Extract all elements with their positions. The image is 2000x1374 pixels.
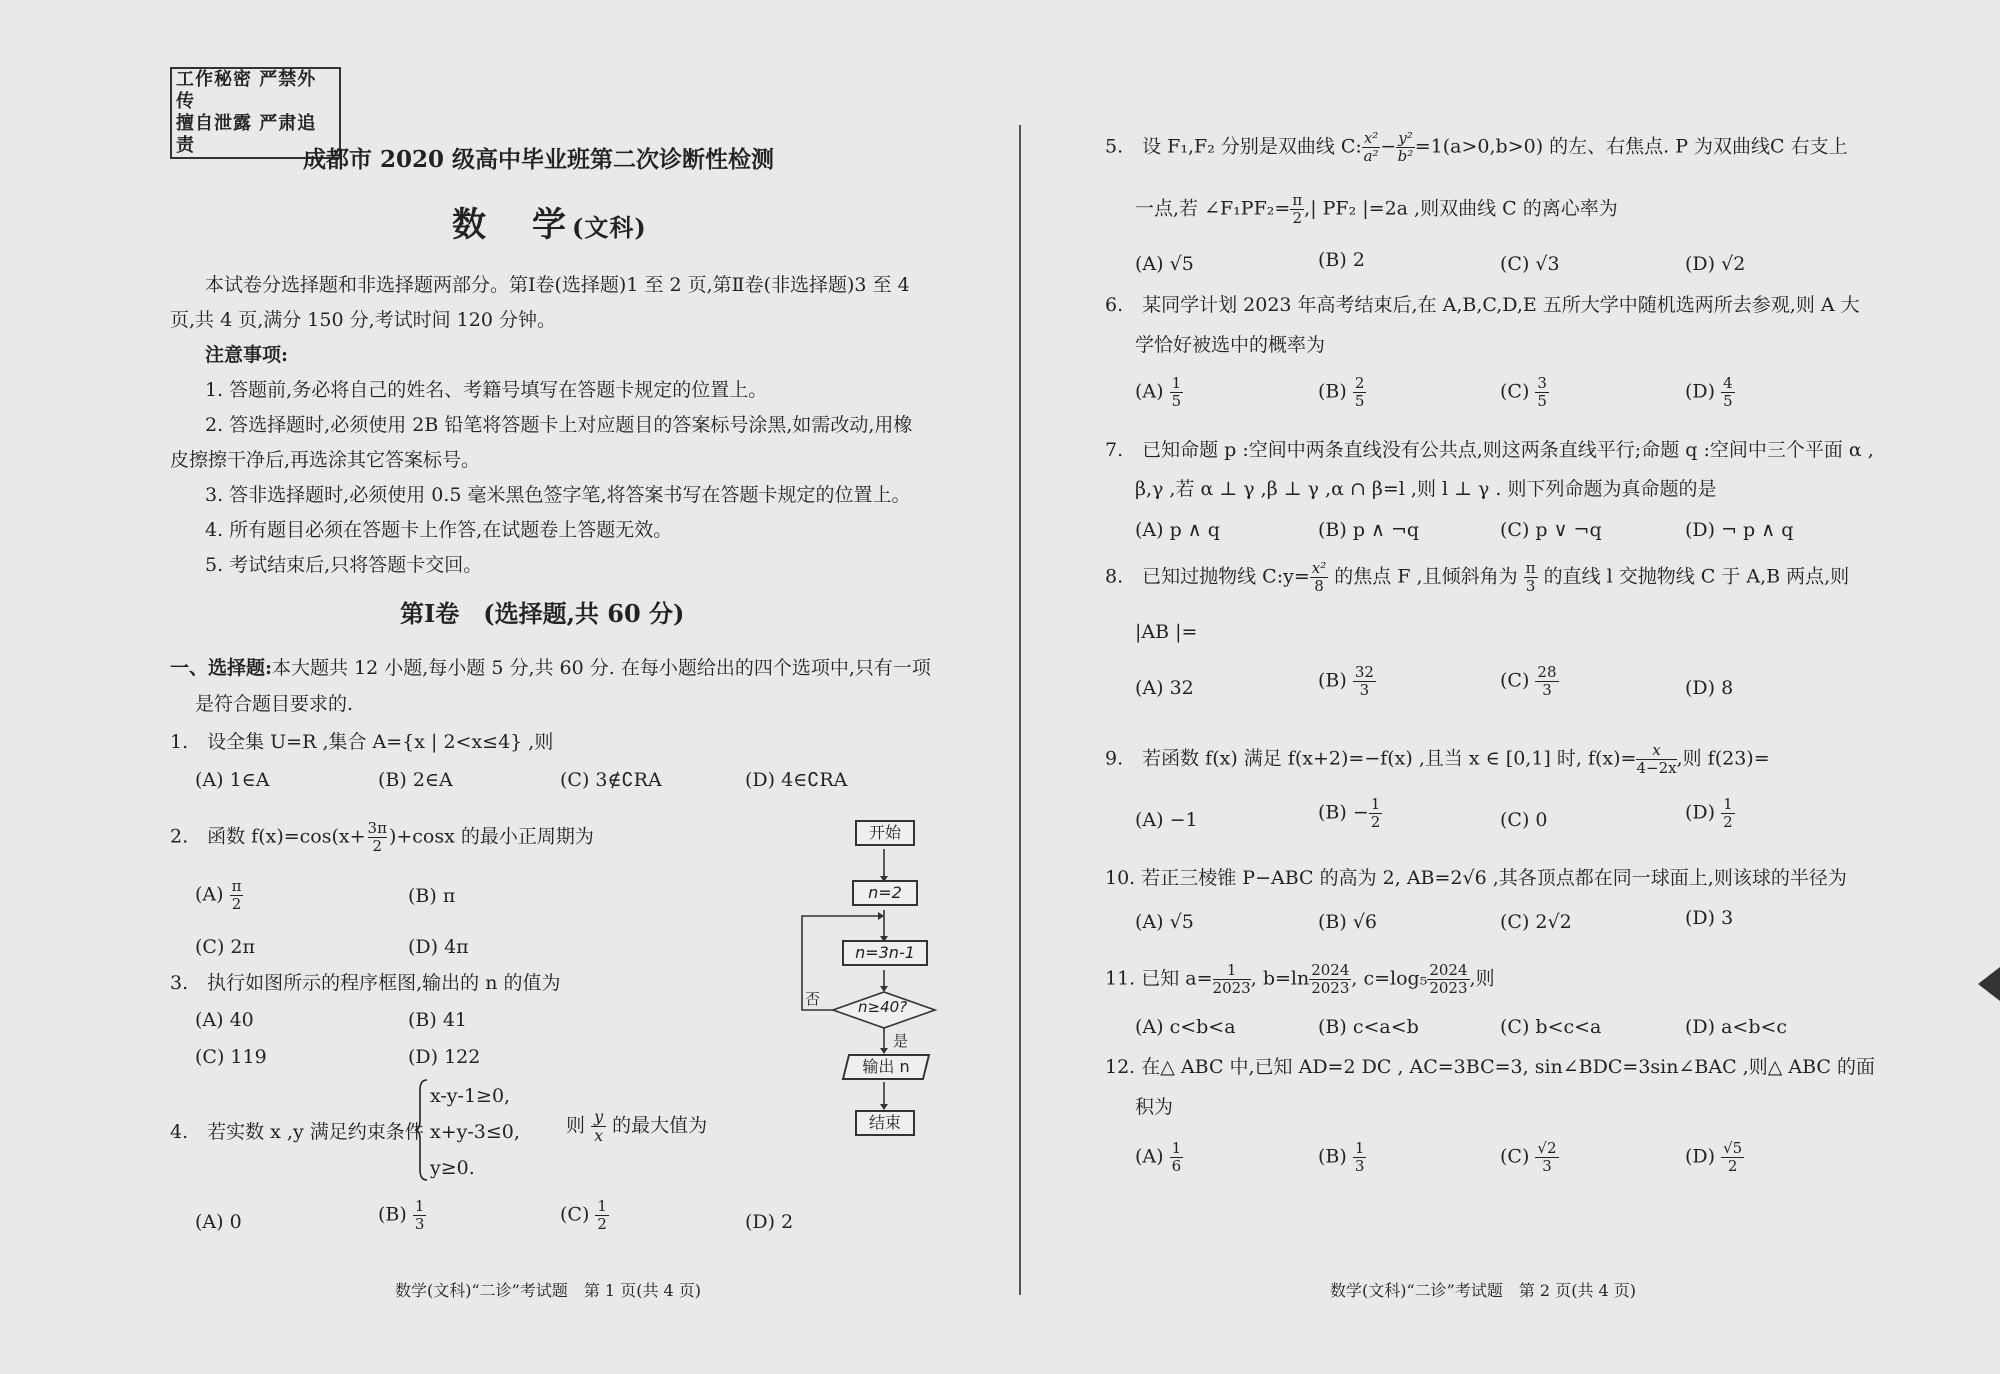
flowchart-update: n=3n-1 xyxy=(842,940,928,966)
q8-option-a: (A) 32 xyxy=(1135,677,1194,699)
q11-option-c: (C) b<c<a xyxy=(1500,1016,1602,1038)
q12-d-label: (D) xyxy=(1685,1145,1716,1168)
q1-option-b: (B) 2∈A xyxy=(378,769,453,791)
q8-c-fraction xyxy=(1535,664,1558,699)
q12-c-fraction xyxy=(1535,1140,1558,1175)
q11-a-den: 2023 xyxy=(1212,979,1251,997)
q5-line2-a: 一点,若 ∠F₁PF₂= xyxy=(1135,197,1291,220)
q9-d-den: 2 xyxy=(1723,813,1733,831)
q8-option-b xyxy=(1318,664,1376,699)
q8-x2: x² xyxy=(1311,559,1327,577)
q8-stem-c: 的直线 l 交抛物线 C 于 A,B 两点,则 xyxy=(1543,565,1850,588)
q8-option-c xyxy=(1500,664,1559,699)
flowchart-output-text: 输出 n xyxy=(862,1057,910,1076)
q12-b-fraction xyxy=(1353,1140,1367,1175)
q5-pi: π xyxy=(1292,191,1303,209)
q9-stem xyxy=(1105,742,1770,777)
q5-stem-line-2 xyxy=(1135,192,1618,227)
q4-option-c xyxy=(560,1198,609,1233)
q9-option-d xyxy=(1685,796,1735,831)
q6-a-num: 1 xyxy=(1171,374,1182,392)
q6-option-b xyxy=(1318,375,1366,410)
q2-a-fraction xyxy=(230,878,244,913)
q6-b-den: 5 xyxy=(1354,392,1365,410)
q9-option-a: (A) −1 xyxy=(1135,809,1198,831)
intro-line-1: 本试卷分选择题和非选择题两部分。第Ⅰ卷(选择题)1 至 2 页,第Ⅱ卷(非选择题)3 至 4 xyxy=(205,274,910,296)
q2-option-d: (D) 4π xyxy=(408,936,469,958)
q2-option-b: (B) π xyxy=(408,885,456,907)
q1-stem: 1. 设全集 U=R ,集合 A={x | 2<x≤4} ,则 xyxy=(170,731,554,753)
flowchart-output xyxy=(842,1054,930,1080)
q12-a-fraction xyxy=(1170,1140,1184,1175)
q10-option-b: (B) √6 xyxy=(1318,911,1378,933)
q4-frac-den: x xyxy=(594,1126,604,1145)
q11-option-b: (B) c<a<b xyxy=(1318,1016,1419,1038)
note-5: 5. 考试结束后,只将答题卡交回。 xyxy=(205,554,483,576)
q8-frac-x xyxy=(1310,560,1328,595)
q6-d-den: 5 xyxy=(1723,392,1733,410)
q9-option-b xyxy=(1318,796,1382,831)
q3-option-b: (B) 41 xyxy=(408,1009,468,1031)
q9-b-den: 2 xyxy=(1370,813,1381,831)
q11-a-num: 1 xyxy=(1213,962,1251,980)
note-1: 1. 答题前,务必将自己的姓名、考籍号填写在答题卡规定的位置上。 xyxy=(205,379,768,401)
q10-stem: 10. 若正三棱锥 P−ABC 的高为 2, AB=2√6 ,其各顶点都在同一球面上,则该球的半径为 xyxy=(1105,867,1847,889)
stamp-line-1: 工作秘密 严禁外传 xyxy=(176,69,317,112)
q5-stem-line-1 xyxy=(1105,130,1848,165)
q4-stem-then: 则 xyxy=(566,1114,586,1137)
q2-a-num: π xyxy=(231,877,242,895)
q7-option-c: (C) p ∨ ¬q xyxy=(1500,519,1602,541)
q7-stem-line-2: β,γ ,若 α ⊥ γ ,β ⊥ γ ,α ∩ β=l ,则 l ⊥ γ . 则下列命题为真命题的是 xyxy=(1135,478,1717,500)
notes-title: 注意事项: xyxy=(205,344,289,366)
q12-option-c xyxy=(1500,1140,1559,1175)
q7-stem-line-1: 7. 已知命题 p :空间中两条直线没有公共点,则这两条直线平行;命题 q :空间中三个平面 α , xyxy=(1105,439,1874,461)
q6-a-label: (A) xyxy=(1135,380,1164,403)
q5-frac-x xyxy=(1362,130,1380,165)
q12-c-label: (C) xyxy=(1500,1145,1530,1168)
q9-option-c: (C) 0 xyxy=(1500,809,1548,831)
q4-stem-a: 4. 若实数 x ,y 满足约束条件 xyxy=(170,1121,424,1143)
q9-stem-b: ,则 f(23)= xyxy=(1676,747,1770,770)
q4-c-num: 1 xyxy=(597,1197,607,1215)
note-4: 4. 所有题目必须在答题卡上作答,在试题卷上答题无效。 xyxy=(205,519,673,541)
q12-stem-line-1: 12. 在△ ABC 中,已知 AD=2 DC , AC=3BC=3, sin∠BDC=3sin∠BAC ,则△ ABC 的面 xyxy=(1105,1056,1875,1078)
q9-stem-a: 9. 若函数 f(x) 满足 f(x+2)=−f(x) ,且当 x ∈ [0,1] 时, f(x)= xyxy=(1105,747,1637,770)
q8-three: 3 xyxy=(1525,577,1536,595)
q12-d-den: 2 xyxy=(1727,1157,1738,1175)
q6-d-fraction xyxy=(1721,375,1735,410)
flowchart-start: 开始 xyxy=(855,820,915,846)
q6-d-label: (D) xyxy=(1685,380,1716,403)
q5-x2: x² xyxy=(1363,129,1379,147)
q11-c-num: 2024 xyxy=(1429,961,1468,979)
q5-minus: − xyxy=(1380,135,1397,158)
q9-d-label: (D) xyxy=(1685,801,1716,824)
footer-page-1: 数学(文科)“二诊”考试题 第 1 页(共 4 页) xyxy=(395,1281,702,1300)
q11-stem-a: 11. 已知 a= xyxy=(1105,967,1213,990)
stamp-line-2: 擅自泄露 严肃追责 xyxy=(176,113,317,156)
instruction-line-1: 本大题共 12 小题,每小题 5 分,共 60 分. 在每小题给出的四个选项中,只有一项 xyxy=(272,657,931,679)
note-3: 3. 答非选择题时,必须使用 0.5 毫米黑色签字笔,将答案书写在答题卡规定的位置上。 xyxy=(205,484,911,506)
q6-b-fraction xyxy=(1353,375,1367,410)
q9-b-fraction xyxy=(1369,796,1383,831)
q8-pi: π xyxy=(1525,559,1536,577)
section-title: 第Ⅰ卷 (选择题,共 60 分) xyxy=(400,599,685,628)
q8-stem-b: 的焦点 F ,且倾斜角为 xyxy=(1334,565,1518,588)
intro-line-2: 页,共 4 页,满分 150 分,考试时间 120 分钟。 xyxy=(170,309,556,331)
q8-b-fraction xyxy=(1353,664,1376,699)
q4-option-a: (A) 0 xyxy=(195,1211,242,1233)
q4-brace xyxy=(413,1078,429,1182)
q4-b-label: (B) xyxy=(378,1203,407,1226)
q8-frac-pi xyxy=(1524,560,1538,595)
q5-option-c: (C) √3 xyxy=(1500,253,1560,275)
q4-stem-b xyxy=(566,1108,707,1145)
note-2a: 2. 答选择题时,必须使用 2B 铅笔将答题卡上对应题目的答案标号涂黑,如需改动,用橡 xyxy=(205,414,913,436)
flowchart-connectors xyxy=(780,810,940,1150)
exam-title: 成都市 2020 级高中毕业班第二次诊断性检测 xyxy=(303,146,775,173)
q11-stem-d: ,则 xyxy=(1469,967,1495,990)
q2-option-c: (C) 2π xyxy=(195,936,255,958)
q8-eight: 8 xyxy=(1314,577,1324,595)
q12-b-num: 1 xyxy=(1354,1139,1365,1157)
q2-stem-a: 2. 函数 f(x)=cos(x+ xyxy=(170,825,366,848)
q6-a-den: 5 xyxy=(1171,392,1182,410)
q6-c-num: 3 xyxy=(1537,374,1547,392)
q2-stem xyxy=(170,820,594,855)
q5-option-d: (D) √2 xyxy=(1685,253,1746,275)
q12-a-num: 1 xyxy=(1171,1139,1182,1157)
flowchart-end: 结束 xyxy=(855,1110,915,1136)
q8-option-d: (D) 8 xyxy=(1685,677,1734,699)
q2-stem-b: )+cosx 的最小正周期为 xyxy=(388,825,594,848)
q4-c-label: (C) xyxy=(560,1203,590,1226)
footer-page-2: 数学(文科)“二诊”考试题 第 2 页(共 4 页) xyxy=(1330,1281,1637,1300)
q4-frac-num: y xyxy=(591,1108,606,1127)
instruction-line-2: 是符合题目要求的. xyxy=(195,693,354,715)
q9-fraction xyxy=(1636,742,1676,777)
q6-b-num: 2 xyxy=(1354,374,1365,392)
note-2b: 皮擦擦干净后,再选涂其它答案标号。 xyxy=(170,449,481,471)
q1-option-c: (C) 3∉∁RA xyxy=(560,769,662,791)
q8-c-num: 28 xyxy=(1537,663,1557,681)
q10-option-c: (C) 2√2 xyxy=(1500,911,1572,933)
flowchart-no-label: 否 xyxy=(805,990,821,1008)
page-divider xyxy=(1019,125,1021,1295)
q11-frac-a xyxy=(1213,962,1251,997)
q11-option-d: (D) a<b<c xyxy=(1685,1016,1788,1038)
q2-frac-num: 3π xyxy=(367,819,387,837)
q8-b-label: (B) xyxy=(1318,669,1347,692)
q12-b-label: (B) xyxy=(1318,1145,1347,1168)
q5-a2: a² xyxy=(1363,147,1379,165)
q4-b-num: 1 xyxy=(414,1197,425,1215)
q5-b2: b² xyxy=(1397,147,1414,165)
q5-option-b: (B) 2 xyxy=(1318,249,1365,271)
flowchart-init: n=2 xyxy=(852,880,918,906)
q3-option-a: (A) 40 xyxy=(195,1009,254,1031)
q9-b-num: 1 xyxy=(1370,795,1381,813)
q11-stem-b: , b=ln xyxy=(1250,967,1310,990)
q5-stem-a: 5. 设 F₁,F₂ 分别是双曲线 C: xyxy=(1105,135,1362,158)
q6-b-label: (B) xyxy=(1318,380,1347,403)
q12-option-b xyxy=(1318,1140,1366,1175)
q12-option-d xyxy=(1685,1140,1744,1175)
q4-stem-c: 的最大值为 xyxy=(612,1114,708,1137)
q4-option-b xyxy=(378,1198,426,1233)
q7-option-b: (B) p ∧ ¬q xyxy=(1318,519,1420,541)
q9-frac-den: 4−2x xyxy=(1636,759,1677,777)
flowchart-yes-label: 是 xyxy=(893,1032,909,1050)
q11-frac-c xyxy=(1427,962,1469,997)
q7-option-d: (D) ¬ p ∧ q xyxy=(1685,519,1794,541)
q10-option-a: (A) √5 xyxy=(1135,911,1194,933)
q9-d-fraction xyxy=(1721,796,1735,831)
q6-option-c xyxy=(1500,375,1549,410)
q9-d-num: 1 xyxy=(1723,795,1733,813)
q8-c-den: 3 xyxy=(1542,681,1552,699)
q9-b-label: (B) − xyxy=(1318,801,1369,824)
q12-c-den: 3 xyxy=(1542,1157,1552,1175)
q4-option-d: (D) 2 xyxy=(745,1211,794,1233)
q12-a-den: 6 xyxy=(1171,1157,1182,1175)
q12-d-fraction xyxy=(1721,1140,1744,1175)
q2-a-den: 2 xyxy=(231,895,242,913)
q1-option-a: (A) 1∈A xyxy=(195,769,270,791)
q2-option-a xyxy=(195,878,243,913)
q8-c-label: (C) xyxy=(1500,669,1530,692)
q8-b-den: 3 xyxy=(1359,681,1370,699)
binding-marker-icon xyxy=(1978,967,2000,1001)
q4-fraction xyxy=(591,1108,606,1145)
q12-option-a xyxy=(1135,1140,1183,1175)
flowchart-condition: n≥40? xyxy=(858,998,908,1016)
q6-c-fraction xyxy=(1535,375,1549,410)
q7-option-a: (A) p ∧ q xyxy=(1135,519,1220,541)
q5-stem-b: =1(a>0,b>0) 的左、右焦点. P 为双曲线C 右支上 xyxy=(1414,135,1848,158)
q6-option-d xyxy=(1685,375,1735,410)
q11-frac-b xyxy=(1309,962,1351,997)
q11-b-num: 2024 xyxy=(1311,961,1350,979)
q9-frac-num: x xyxy=(1636,742,1676,760)
q2-a-label: (A) xyxy=(195,883,224,906)
q6-d-num: 4 xyxy=(1723,374,1733,392)
q3-option-d: (D) 122 xyxy=(408,1046,481,1068)
q5-option-a: (A) √5 xyxy=(1135,253,1194,275)
q3-stem: 3. 执行如图所示的程序框图,输出的 n 的值为 xyxy=(170,972,561,994)
q6-c-label: (C) xyxy=(1500,380,1530,403)
instruction-head: 一、选择题: xyxy=(170,657,273,679)
q2-frac-den: 2 xyxy=(372,837,383,855)
subject-name: 数 学 xyxy=(452,205,572,245)
q4-b-fraction xyxy=(413,1198,427,1233)
q12-c-num: √2 xyxy=(1537,1139,1557,1157)
q6-c-den: 5 xyxy=(1537,392,1547,410)
q4-c-den: 2 xyxy=(597,1215,607,1233)
q1-option-d: (D) 4∈∁RA xyxy=(745,769,848,791)
q8-stem-line-2: |AB |= xyxy=(1135,621,1198,643)
q12-b-den: 3 xyxy=(1354,1157,1365,1175)
q2-fraction xyxy=(368,820,387,855)
q5-frac-y xyxy=(1396,130,1415,165)
q6-option-a xyxy=(1135,375,1183,410)
q4-constraint-2: x+y-3≤0, xyxy=(430,1121,520,1143)
q6-a-fraction xyxy=(1170,375,1184,410)
q10-option-d: (D) 3 xyxy=(1685,907,1734,929)
subject-title xyxy=(452,205,647,248)
q4-constraint-3: y≥0. xyxy=(430,1157,475,1179)
section-instruction xyxy=(170,656,931,680)
q6-stem-line-2: 学恰好被选中的概率为 xyxy=(1135,334,1326,356)
q5-line2-b: ,| PF₂ |=2a ,则双曲线 C 的离心率为 xyxy=(1304,197,1618,220)
q5-y2: y² xyxy=(1398,129,1413,147)
q11-b-den: 2023 xyxy=(1311,979,1350,997)
q12-a-label: (A) xyxy=(1135,1145,1164,1168)
q3-option-c: (C) 119 xyxy=(195,1046,267,1068)
q8-stem-a: 8. 已知过抛物线 C:y= xyxy=(1105,565,1310,588)
q5-two: 2 xyxy=(1292,209,1303,227)
q12-d-num: √5 xyxy=(1723,1139,1743,1157)
q5-frac-pi xyxy=(1290,192,1304,227)
q11-stem xyxy=(1105,962,1495,997)
subject-suffix: (文科) xyxy=(572,213,647,242)
q4-constraint-1: x-y-1≥0, xyxy=(430,1085,511,1107)
q12-stem-line-2: 积为 xyxy=(1135,1096,1174,1118)
q4-c-fraction xyxy=(595,1198,609,1233)
q6-stem-line-1: 6. 某同学计划 2023 年高考结束后,在 A,B,C,D,E 五所大学中随机选两所去参观,则 A 大 xyxy=(1105,294,1860,316)
q8-stem-line-1 xyxy=(1105,560,1849,595)
q8-b-num: 32 xyxy=(1354,663,1374,681)
q11-c-den: 2023 xyxy=(1429,979,1468,997)
q4-b-den: 3 xyxy=(414,1215,425,1233)
q11-stem-c: , c=log₅ xyxy=(1351,967,1428,990)
q11-option-a: (A) c<b<a xyxy=(1135,1016,1236,1038)
